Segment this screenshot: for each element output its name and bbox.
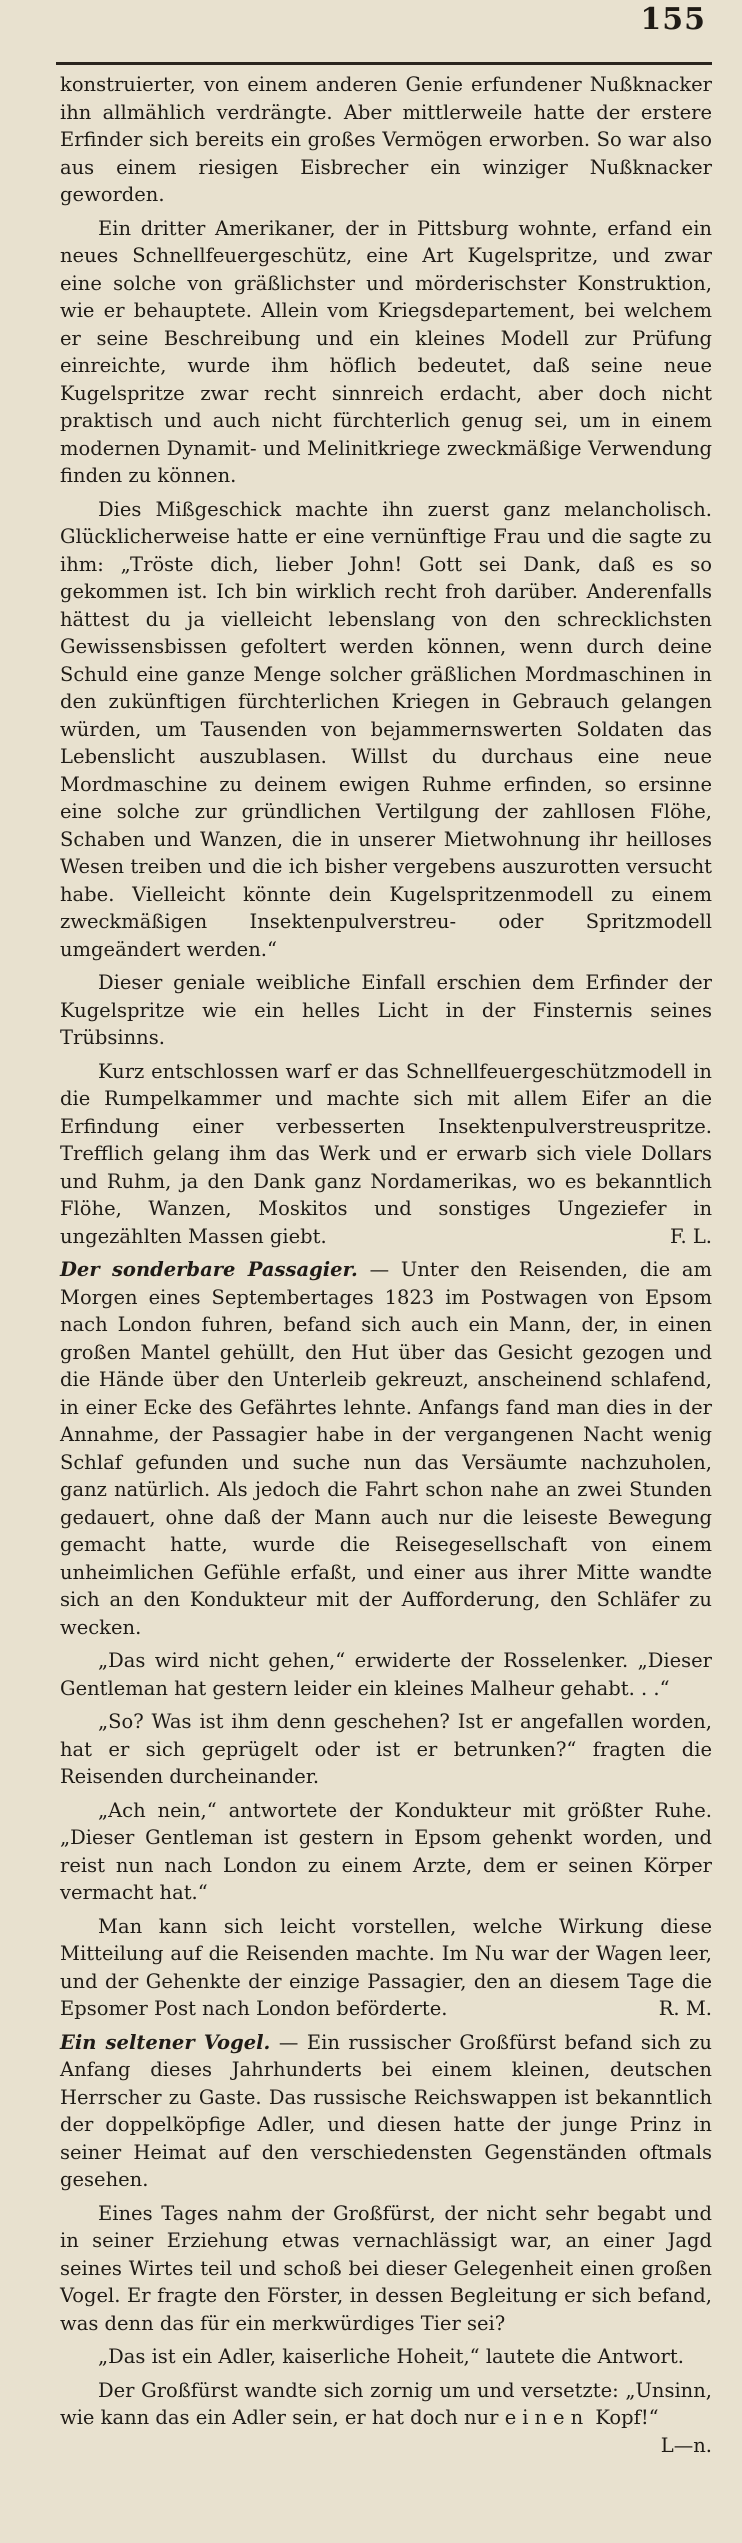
- paragraph: [60, 2343, 712, 2371]
- paragraph-text: „So? Was ist ihm denn geschehen? Ist er angefallen worden, hat er sich geprügelt oder ist er betrunken?“ fragten die Reisenden durcheinander.: [60, 1710, 712, 1788]
- article-body: [60, 71, 712, 2457]
- paragraph: [60, 496, 712, 964]
- paragraph: [60, 1256, 712, 1641]
- paragraph-text: — Unter den Reisenden, die am Morgen eines Septembertages 1823 im Postwagen von Epsom nach London fuhren, befand sich auch ein Mann, der, in einen großen Mantel gehüllt, den Hut über das Gesicht gezogen und die Hände über den Unterleib gekreuzt, anscheinend schlafend, in einer Ecke des Gefährtes lehnte. Anfangs fand man dies in der Annahme, der Passagier habe in der vergangenen Nacht wenig Schlaf gefunden und suche nun das Versäumte nachzuholen, ganz natürlich. Als jedoch die Fahrt schon nahe an zwei Stunden gedauert, ohne daß der Mann auch nur die leiseste Bewegung gemacht hatte, wurde die Reisegesellschaft von einem unheimlichen Gefühle erfaßt, und einer aus ihrer Mitte wandte sich an den Kondukteur mit der Aufforderung, den Schläfer zu wecken.: [60, 1258, 712, 1639]
- section-heading: Der sonderbare Passagier.: [60, 1258, 358, 1281]
- paragraph: [60, 1913, 712, 2023]
- paragraph-text: Dieser geniale weibliche Einfall erschien dem Erfinder der Kugelspritze wie ein helles Licht in der Finsternis seines Trübsinns.: [60, 971, 712, 1049]
- paragraph-text: Kurz entschlossen warf er das Schnellfeuergeschützmodell in die Rumpelkammer und machte sich mit allem Eifer an die Erfindung einer verbesserten Insektenpulverstreuspritze. Trefflich gelang ihm das Werk und er erwarb sich viele Dollars und Ruhm, ja den Dank ganz Nordamerikas, wo es bekanntlich Flöhe, Wanzen, Moskitos und sonstiges Ungeziefer in ungezählten Massen giebt.: [60, 1059, 712, 1248]
- paragraph-text: Kopf!“: [589, 2406, 659, 2429]
- paragraph: [60, 71, 712, 209]
- paragraph: [60, 1708, 712, 1791]
- paragraph-text: konstruierter, von einem anderen Genie erfundener Nußknacker ihn allmählich verdrängte. Aber mittlerweile hatte der erstere Erfinder sich bereits ein großes Vermögen erworben. So war also aus einem riesigen Eisbrecher ein winziger Nußknacker geworden.: [60, 73, 712, 206]
- page-header: [56, 0, 712, 65]
- paragraph: [60, 1058, 712, 1251]
- author-signature: F. L.: [669, 1224, 712, 1248]
- paragraph-text: Man kann sich leicht vorstellen, welche Wirkung diese Mitteilung auf die Reisenden machte. Im Nu war der Wagen leer, und der Gehenkte der einzige Passagier, den an diesem Tage die Epsomer Post nach London beförderte.: [60, 1914, 712, 2020]
- paragraph: [60, 969, 712, 1052]
- paragraph: [60, 215, 712, 490]
- paragraph: [60, 2200, 712, 2338]
- paragraph-text: „Das wird nicht gehen,“ erwiderte der Rosselenker. „Dieser Gentleman hat gestern leider ein kleines Malheur gehabt. . .“: [60, 1649, 712, 1700]
- paragraph-text: — Ein russischer Großfürst befand sich zu Anfang dieses Jahrhunderts bei einem kleinen, deutschen Herrscher zu Gaste. Das russische Reichswappen ist bekanntlich der doppelköpfige Adler, und diesen hatte der junge Prinz in seiner Heimat auf den verschiedensten Gegenständen oftmals gesehen.: [60, 2030, 712, 2191]
- paragraph-text: Ein dritter Amerikaner, der in Pittsburg wohnte, erfand ein neues Schnellfeuergeschütz, eine Art Kugelspritze, und zwar eine solche von gräßlichster und mörderischster Konstruktion, wie er behauptete. Allein vom Kriegsdepartement, bei welchem er seine Beschreibung und ein kleines Modell zur Prüfung einreichte, wurde ihm höflich bedeutet, daß seine neue Kugelspritze zwar recht sinnreich erdacht, aber doch nicht praktisch und auch nicht fürchterlich genug sei, um in einem modernen Dynamit- und Melinitkriege zweckmäßige Verwendung finden zu können.: [60, 216, 712, 487]
- paragraph: [60, 2029, 712, 2194]
- author-signature: R. M.: [658, 1997, 712, 2020]
- paragraph-text: Dies Mißgeschick machte ihn zuerst ganz melancholisch. Glücklicherweise hatte er eine vernünftige Frau und die sagte zu ihm: „Tröste dich, lieber John! Gott sei Dank, daß es so gekommen ist. Ich bin wirklich recht froh darüber. Anderenfalls hättest du ja vielleicht lebenslang von den schrecklichsten Gewissensbissen gefoltert werden können, wenn durch deine Schuld eine ganze Menge solcher gräßlichen Mordmaschinen in den zukünftigen fürchterlichen Kriegen in Gebrauch gelangen würden, um Tausenden von bejammernswerten Soldaten das Lebenslicht auszublasen. Willst du durchaus eine neue Mordmaschine zu deinem ewigen Ruhme erfinden, so ersinne eine solche zur gründlichen Vertilgung der zahllosen Flöhe, Schaben und Wanzen, die in unserer Mietwohnung ihr heilloses Wesen treiben und die ich bisher vergebens auszurotten versucht habe. Vielleicht könnte dein Kugelspritzenmodell zu einem zweckmäßigen Insektenpulverstreu- oder Spritzmodell umgeändert werden.“: [60, 497, 712, 961]
- section-heading: Ein seltener Vogel.: [60, 2030, 271, 2054]
- paragraph-text: „Das ist ein Adler, kaiserliche Hoheit,“ lautete die Antwort.: [98, 2345, 684, 2368]
- page-number: 155: [640, 2, 706, 37]
- paragraph: [60, 1647, 712, 1702]
- paragraph: [60, 1797, 712, 1907]
- paragraph-text: „Ach nein,“ antwortete der Kondukteur mit größter Ruhe. „Dieser Gentleman ist gestern in Epsom gehenkt worden, und reist nun nach London zu einem Arzte, dem er seinen Körper vermacht hat.“: [60, 1798, 712, 1904]
- paragraph: [60, 2377, 712, 2457]
- emphasized-word: einen: [504, 2406, 590, 2429]
- author-signature: L—n.: [660, 2433, 712, 2457]
- paragraph-text: Eines Tages nahm der Großfürst, der nicht sehr begabt und in seiner Erziehung etwas vernachlässigt war, an einer Jagd seines Wirtes teil und schoß bei dieser Gelegenheit einen großen Vogel. Er fragte den Förster, in dessen Begleitung er sich befand, was denn das für ein merkwürdiges Tier sei?: [60, 2201, 712, 2335]
- paragraph-text: Der Großfürst wandte sich zornig um und versetzte: „Unsinn, wie kann das ein Adler sein, er hat doch nur: [60, 2378, 712, 2429]
